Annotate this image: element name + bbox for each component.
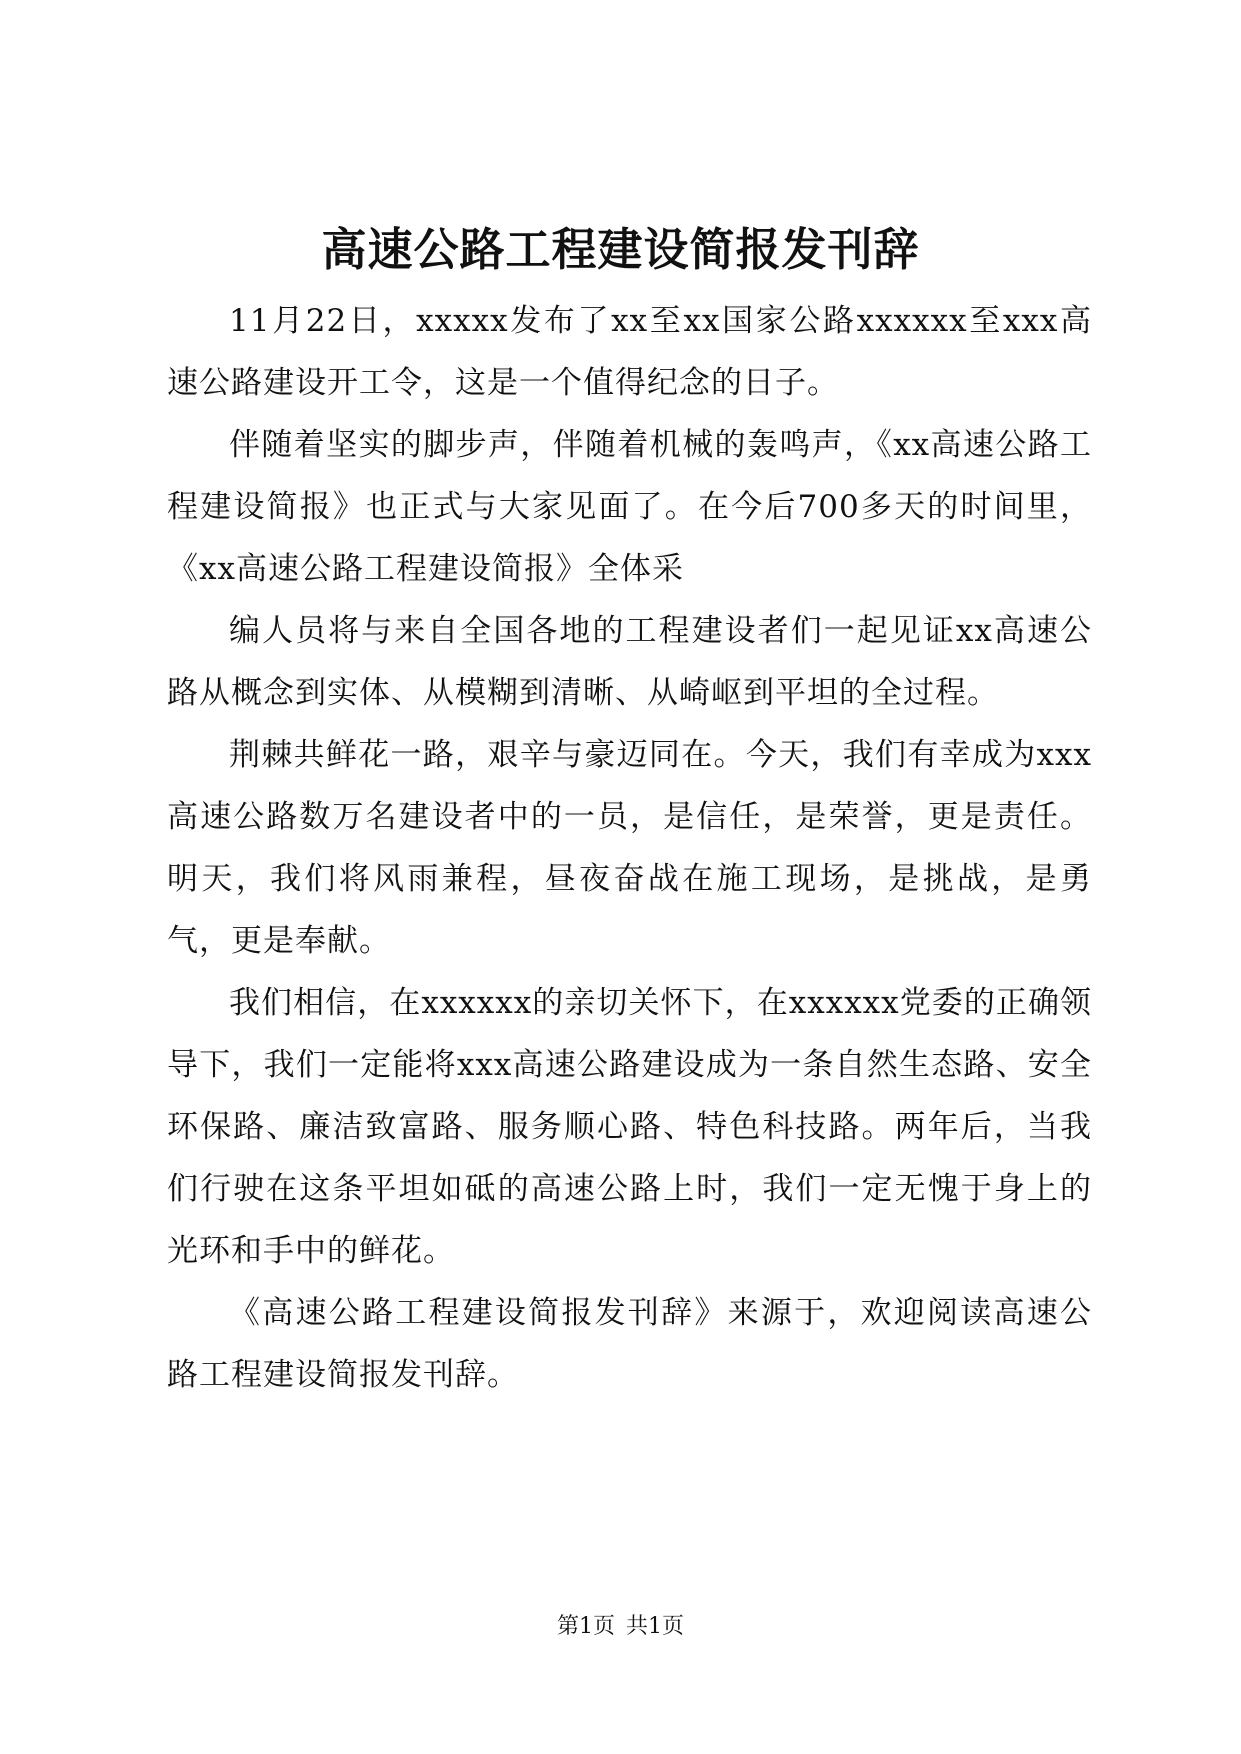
paragraph-4: 荆棘共鲜花一路，艰辛与豪迈同在。今天，我们有幸成为xxx高速公路数万名建设者中的一员，是信任，是荣誉，更是责任。明天，我们将风雨兼程，昼夜奋战在施工现场，是挑战，是勇气，更是奉献。 <box>167 737 1092 959</box>
document-body <box>167 290 1092 1406</box>
page-footer <box>0 1612 1241 1642</box>
paragraph-2: 伴随着坚实的脚步声，伴随着机械的轰鸣声，《xx高速公路工程建设简报》也正式与大家见面了。在今后700多天的时间里，《xx高速公路工程建设简报》全体采 <box>167 427 1092 587</box>
document-title: 高速公路工程建设简报发刊辞 <box>321 223 920 276</box>
page-number: 第1页 <box>557 1614 615 1639</box>
page-total: 共1页 <box>626 1614 684 1639</box>
paragraph-3: 编人员将与来自全国各地的工程建设者们一起见证xx高速公路从概念到实体、从模糊到清晰、从崎岖到平坦的全过程。 <box>167 613 1092 711</box>
paragraph-1: 11月22日，xxxxx发布了xx至xx国家公路xxxxxx至xxx高速公路建设开工令，这是一个值得纪念的日子。 <box>167 303 1092 401</box>
paragraph-5: 我们相信，在xxxxxx的亲切关怀下，在xxxxxx党委的正确领导下，我们一定能将xxx高速公路建设成为一条自然生态路、安全环保路、廉洁致富路、服务顺心路、特色科技路。两年后，当我们行驶在这条平坦如砥的高速公路上时，我们一定无愧于身上的光环和手中的鲜花。 <box>167 985 1092 1269</box>
paragraph-6: 《高速公路工程建设简报发刊辞》来源于，欢迎阅读高速公路工程建设简报发刊辞。 <box>167 1295 1092 1393</box>
